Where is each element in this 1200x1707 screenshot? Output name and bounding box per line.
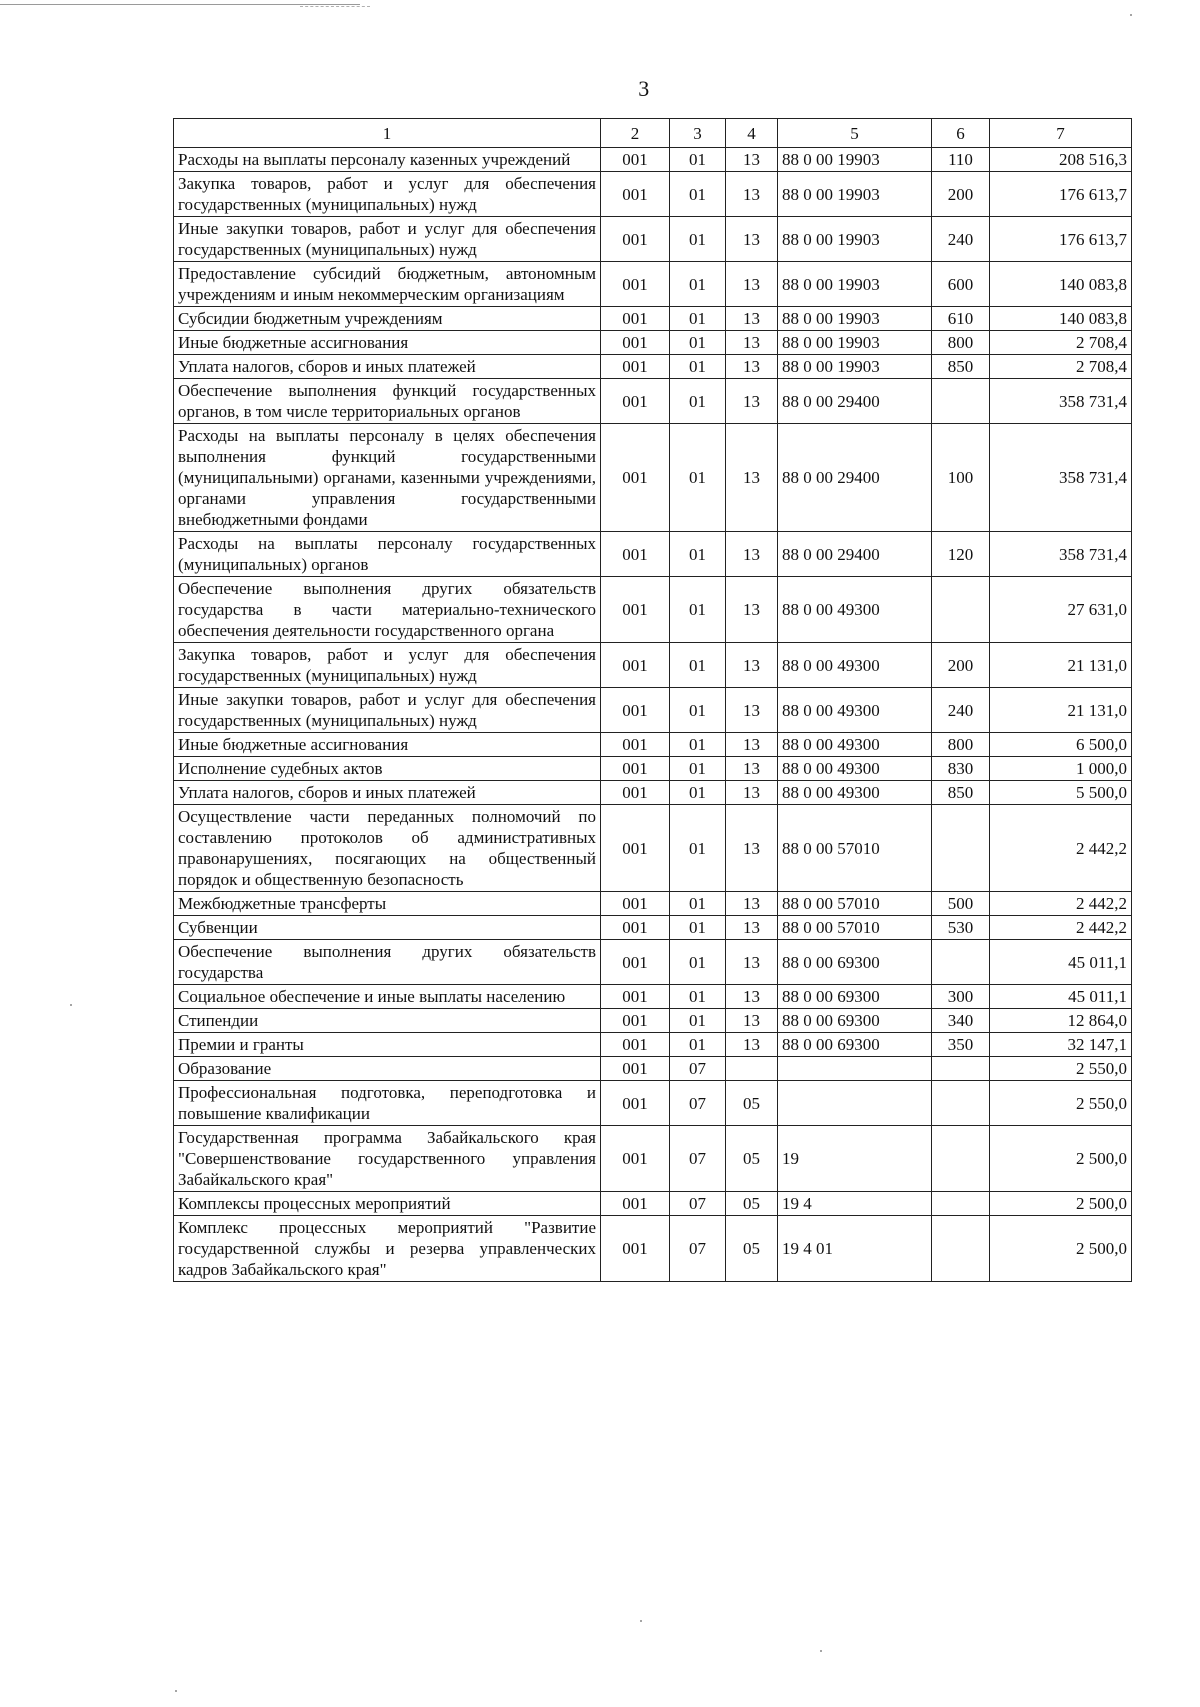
row-subsection-code: 13 — [726, 172, 778, 217]
row-expense-type: 340 — [932, 1009, 990, 1033]
row-ministry-code: 001 — [601, 424, 670, 532]
row-subsection-code: 13 — [726, 892, 778, 916]
row-target-code: 88 0 00 19903 — [778, 172, 932, 217]
row-ministry-code: 001 — [601, 781, 670, 805]
row-expense-type: 800 — [932, 331, 990, 355]
row-ministry-code: 001 — [601, 1057, 670, 1081]
row-name: Расходы на выплаты персоналу казенных учреждений — [174, 148, 601, 172]
row-name: Обеспечение выполнения других обязательств государства — [174, 940, 601, 985]
row-section-code: 07 — [670, 1216, 726, 1282]
row-expense-type: 850 — [932, 355, 990, 379]
column-header: 7 — [990, 119, 1132, 148]
row-subsection-code: 13 — [726, 733, 778, 757]
row-target-code: 19 4 01 — [778, 1216, 932, 1282]
table-row — [174, 217, 1132, 262]
scan-artifact-line — [300, 6, 370, 7]
row-amount: 358 731,4 — [990, 424, 1132, 532]
row-ministry-code: 001 — [601, 1009, 670, 1033]
row-amount: 5 500,0 — [990, 781, 1132, 805]
row-subsection-code: 13 — [726, 757, 778, 781]
table-row — [174, 1009, 1132, 1033]
row-ministry-code: 001 — [601, 916, 670, 940]
row-name: Иные закупки товаров, работ и услуг для обеспечения государственных (муниципальных) нужд — [174, 217, 601, 262]
row-amount: 2 500,0 — [990, 1126, 1132, 1192]
row-ministry-code: 001 — [601, 643, 670, 688]
row-section-code: 01 — [670, 688, 726, 733]
row-section-code: 01 — [670, 307, 726, 331]
row-section-code: 01 — [670, 643, 726, 688]
table-row — [174, 577, 1132, 643]
row-amount: 358 731,4 — [990, 532, 1132, 577]
row-name: Уплата налогов, сборов и иных платежей — [174, 781, 601, 805]
row-target-code: 88 0 00 49300 — [778, 577, 932, 643]
row-section-code: 01 — [670, 262, 726, 307]
row-ministry-code: 001 — [601, 805, 670, 892]
row-section-code: 01 — [670, 379, 726, 424]
table-row — [174, 262, 1132, 307]
table-row — [174, 1057, 1132, 1081]
row-name: Комплекс процессных мероприятий "Развитие государственной службы и резерва управленческих кадров Забайкальского края" — [174, 1216, 601, 1282]
row-name: Расходы на выплаты персоналу в целях обеспечения выполнения функций государственными (муниципальными) органами, казенными учреждениями, органами управления государственными внебюджетными фондами — [174, 424, 601, 532]
row-expense-type — [932, 577, 990, 643]
row-section-code: 01 — [670, 781, 726, 805]
row-name: Иные закупки товаров, работ и услуг для обеспечения государственных (муниципальных) нужд — [174, 688, 601, 733]
row-amount: 21 131,0 — [990, 643, 1132, 688]
row-expense-type: 240 — [932, 217, 990, 262]
table-row — [174, 781, 1132, 805]
row-amount: 140 083,8 — [990, 262, 1132, 307]
row-name: Закупка товаров, работ и услуг для обеспечения государственных (муниципальных) нужд — [174, 172, 601, 217]
row-ministry-code: 001 — [601, 532, 670, 577]
row-subsection-code: 13 — [726, 355, 778, 379]
row-target-code: 88 0 00 69300 — [778, 1033, 932, 1057]
table-row — [174, 1216, 1132, 1282]
scan-speck — [175, 1690, 177, 1692]
row-name: Профессиональная подготовка, переподготовка и повышение квалификации — [174, 1081, 601, 1126]
scan-speck — [70, 1004, 72, 1006]
row-amount: 176 613,7 — [990, 172, 1132, 217]
row-subsection-code: 13 — [726, 805, 778, 892]
page-number: 3 — [638, 76, 650, 101]
table-row — [174, 643, 1132, 688]
row-section-code: 01 — [670, 985, 726, 1009]
row-section-code: 01 — [670, 424, 726, 532]
row-ministry-code: 001 — [601, 940, 670, 985]
row-section-code: 01 — [670, 217, 726, 262]
row-amount: 176 613,7 — [990, 217, 1132, 262]
table-row — [174, 688, 1132, 733]
row-ministry-code: 001 — [601, 1192, 670, 1216]
row-section-code: 07 — [670, 1081, 726, 1126]
row-amount: 2 708,4 — [990, 331, 1132, 355]
row-ministry-code: 001 — [601, 985, 670, 1009]
row-section-code: 01 — [670, 355, 726, 379]
row-amount: 27 631,0 — [990, 577, 1132, 643]
row-amount: 45 011,1 — [990, 985, 1132, 1009]
row-ministry-code: 001 — [601, 1216, 670, 1282]
row-section-code: 01 — [670, 916, 726, 940]
row-name: Иные бюджетные ассигнования — [174, 331, 601, 355]
row-amount: 6 500,0 — [990, 733, 1132, 757]
row-name: Социальное обеспечение и иные выплаты населению — [174, 985, 601, 1009]
row-target-code: 88 0 00 49300 — [778, 643, 932, 688]
table-body — [174, 148, 1132, 1282]
row-target-code: 19 4 — [778, 1192, 932, 1216]
row-target-code — [778, 1081, 932, 1126]
row-expense-type: 350 — [932, 1033, 990, 1057]
row-target-code: 88 0 00 19903 — [778, 262, 932, 307]
row-section-code: 01 — [670, 1033, 726, 1057]
row-subsection-code: 13 — [726, 532, 778, 577]
row-amount: 208 516,3 — [990, 148, 1132, 172]
row-subsection-code: 13 — [726, 262, 778, 307]
row-subsection-code: 13 — [726, 217, 778, 262]
row-amount: 358 731,4 — [990, 379, 1132, 424]
row-expense-type — [932, 940, 990, 985]
row-ministry-code: 001 — [601, 757, 670, 781]
row-amount: 45 011,1 — [990, 940, 1132, 985]
row-expense-type — [932, 805, 990, 892]
row-name: Исполнение судебных актов — [174, 757, 601, 781]
row-expense-type: 500 — [932, 892, 990, 916]
row-section-code: 01 — [670, 940, 726, 985]
row-name: Закупка товаров, работ и услуг для обеспечения государственных (муниципальных) нужд — [174, 643, 601, 688]
row-expense-type — [932, 1057, 990, 1081]
row-section-code: 01 — [670, 172, 726, 217]
row-subsection-code: 13 — [726, 781, 778, 805]
row-name: Стипендии — [174, 1009, 601, 1033]
row-amount: 2 550,0 — [990, 1057, 1132, 1081]
row-target-code: 88 0 00 69300 — [778, 985, 932, 1009]
row-target-code: 88 0 00 49300 — [778, 781, 932, 805]
row-expense-type: 200 — [932, 643, 990, 688]
row-expense-type: 300 — [932, 985, 990, 1009]
row-target-code: 88 0 00 57010 — [778, 805, 932, 892]
row-subsection-code: 05 — [726, 1192, 778, 1216]
row-amount: 2 550,0 — [990, 1081, 1132, 1126]
table-row — [174, 940, 1132, 985]
row-subsection-code: 13 — [726, 1009, 778, 1033]
column-header: 1 — [174, 119, 601, 148]
row-expense-type — [932, 1081, 990, 1126]
row-section-code: 01 — [670, 532, 726, 577]
row-target-code — [778, 1057, 932, 1081]
table-row — [174, 307, 1132, 331]
header-row — [174, 119, 1132, 148]
row-ministry-code: 001 — [601, 331, 670, 355]
row-target-code: 88 0 00 69300 — [778, 1009, 932, 1033]
table-row — [174, 1192, 1132, 1216]
table-row — [174, 172, 1132, 217]
row-amount: 2 500,0 — [990, 1192, 1132, 1216]
row-section-code: 01 — [670, 892, 726, 916]
row-subsection-code: 13 — [726, 331, 778, 355]
row-ministry-code: 001 — [601, 892, 670, 916]
row-target-code: 88 0 00 19903 — [778, 148, 932, 172]
row-ministry-code: 001 — [601, 577, 670, 643]
row-amount: 140 083,8 — [990, 307, 1132, 331]
row-ministry-code: 001 — [601, 1081, 670, 1126]
budget-table — [173, 118, 1132, 1282]
row-section-code: 07 — [670, 1192, 726, 1216]
row-name: Расходы на выплаты персоналу государственных (муниципальных) органов — [174, 532, 601, 577]
row-name: Субвенции — [174, 916, 601, 940]
scan-artifact-line — [0, 4, 360, 5]
row-section-code: 07 — [670, 1126, 726, 1192]
row-target-code: 88 0 00 19903 — [778, 331, 932, 355]
row-target-code: 88 0 00 19903 — [778, 307, 932, 331]
row-section-code: 01 — [670, 757, 726, 781]
table-row — [174, 379, 1132, 424]
column-header: 4 — [726, 119, 778, 148]
column-header: 5 — [778, 119, 932, 148]
row-target-code: 88 0 00 49300 — [778, 733, 932, 757]
row-subsection-code: 13 — [726, 643, 778, 688]
row-expense-type: 530 — [932, 916, 990, 940]
scan-speck — [1130, 14, 1132, 16]
row-target-code: 88 0 00 49300 — [778, 757, 932, 781]
row-name: Субсидии бюджетным учреждениям — [174, 307, 601, 331]
table-row — [174, 733, 1132, 757]
row-expense-type: 200 — [932, 172, 990, 217]
row-section-code: 07 — [670, 1057, 726, 1081]
table-row — [174, 985, 1132, 1009]
row-expense-type: 120 — [932, 532, 990, 577]
row-expense-type: 800 — [932, 733, 990, 757]
row-subsection-code: 13 — [726, 307, 778, 331]
row-expense-type: 610 — [932, 307, 990, 331]
row-target-code: 88 0 00 29400 — [778, 532, 932, 577]
row-subsection-code: 13 — [726, 916, 778, 940]
scan-speck — [640, 1620, 642, 1622]
row-name: Обеспечение выполнения функций государственных органов, в том числе территориальных органов — [174, 379, 601, 424]
row-target-code: 88 0 00 69300 — [778, 940, 932, 985]
table-row — [174, 916, 1132, 940]
row-ministry-code: 001 — [601, 217, 670, 262]
row-name: Осуществление части переданных полномочий по составлению протоколов об административных правонарушениях, посягающих на общественный порядок и общественную безопасность — [174, 805, 601, 892]
column-header: 3 — [670, 119, 726, 148]
row-amount: 2 708,4 — [990, 355, 1132, 379]
row-ministry-code: 001 — [601, 262, 670, 307]
row-subsection-code: 13 — [726, 985, 778, 1009]
row-ministry-code: 001 — [601, 355, 670, 379]
row-section-code: 01 — [670, 148, 726, 172]
row-section-code: 01 — [670, 733, 726, 757]
row-subsection-code: 05 — [726, 1216, 778, 1282]
row-amount: 1 000,0 — [990, 757, 1132, 781]
row-amount: 2 500,0 — [990, 1216, 1132, 1282]
row-ministry-code: 001 — [601, 307, 670, 331]
row-expense-type: 110 — [932, 148, 990, 172]
table-row — [174, 331, 1132, 355]
row-target-code: 88 0 00 49300 — [778, 688, 932, 733]
row-expense-type — [932, 1192, 990, 1216]
row-name: Государственная программа Забайкальского края "Совершенствование государственного управления Забайкальского края" — [174, 1126, 601, 1192]
row-amount: 2 442,2 — [990, 892, 1132, 916]
row-amount: 2 442,2 — [990, 916, 1132, 940]
row-target-code: 88 0 00 29400 — [778, 379, 932, 424]
column-header: 6 — [932, 119, 990, 148]
table-row — [174, 892, 1132, 916]
row-expense-type — [932, 1216, 990, 1282]
table-row — [174, 757, 1132, 781]
row-ministry-code: 001 — [601, 172, 670, 217]
row-section-code: 01 — [670, 577, 726, 643]
row-section-code: 01 — [670, 805, 726, 892]
row-subsection-code: 13 — [726, 148, 778, 172]
row-subsection-code: 05 — [726, 1126, 778, 1192]
row-subsection-code — [726, 1057, 778, 1081]
row-subsection-code: 13 — [726, 940, 778, 985]
row-name: Иные бюджетные ассигнования — [174, 733, 601, 757]
row-expense-type: 240 — [932, 688, 990, 733]
row-subsection-code: 13 — [726, 577, 778, 643]
row-expense-type: 600 — [932, 262, 990, 307]
row-target-code: 88 0 00 19903 — [778, 355, 932, 379]
row-section-code: 01 — [670, 331, 726, 355]
table-row — [174, 1126, 1132, 1192]
row-ministry-code: 001 — [601, 148, 670, 172]
row-amount: 2 442,2 — [990, 805, 1132, 892]
row-target-code: 88 0 00 57010 — [778, 892, 932, 916]
row-name: Образование — [174, 1057, 601, 1081]
row-section-code: 01 — [670, 1009, 726, 1033]
row-name: Обеспечение выполнения других обязательств государства в части материально-технического обеспечения деятельности государственного органа — [174, 577, 601, 643]
row-expense-type: 830 — [932, 757, 990, 781]
row-ministry-code: 001 — [601, 733, 670, 757]
row-name: Комплексы процессных мероприятий — [174, 1192, 601, 1216]
row-name: Уплата налогов, сборов и иных платежей — [174, 355, 601, 379]
table-row — [174, 1081, 1132, 1126]
scan-speck — [820, 1650, 822, 1652]
row-name: Премии и гранты — [174, 1033, 601, 1057]
row-subsection-code: 13 — [726, 688, 778, 733]
row-expense-type: 100 — [932, 424, 990, 532]
row-expense-type — [932, 379, 990, 424]
table-row — [174, 355, 1132, 379]
row-subsection-code: 13 — [726, 424, 778, 532]
row-target-code: 88 0 00 29400 — [778, 424, 932, 532]
table-row — [174, 1033, 1132, 1057]
row-name: Предоставление субсидий бюджетным, автономным учреждениям и иным некоммерческим организациям — [174, 262, 601, 307]
row-target-code: 88 0 00 57010 — [778, 916, 932, 940]
row-amount: 21 131,0 — [990, 688, 1132, 733]
row-ministry-code: 001 — [601, 1126, 670, 1192]
row-amount: 32 147,1 — [990, 1033, 1132, 1057]
row-expense-type — [932, 1126, 990, 1192]
row-expense-type: 850 — [932, 781, 990, 805]
row-subsection-code: 05 — [726, 1081, 778, 1126]
row-target-code: 88 0 00 19903 — [778, 217, 932, 262]
row-subsection-code: 13 — [726, 1033, 778, 1057]
row-subsection-code: 13 — [726, 379, 778, 424]
column-header: 2 — [601, 119, 670, 148]
row-ministry-code: 001 — [601, 1033, 670, 1057]
table-row — [174, 532, 1132, 577]
table-row — [174, 805, 1132, 892]
row-amount: 12 864,0 — [990, 1009, 1132, 1033]
row-name: Межбюджетные трансферты — [174, 892, 601, 916]
row-ministry-code: 001 — [601, 688, 670, 733]
table-row — [174, 148, 1132, 172]
table-row — [174, 424, 1132, 532]
row-ministry-code: 001 — [601, 379, 670, 424]
row-target-code: 19 — [778, 1126, 932, 1192]
